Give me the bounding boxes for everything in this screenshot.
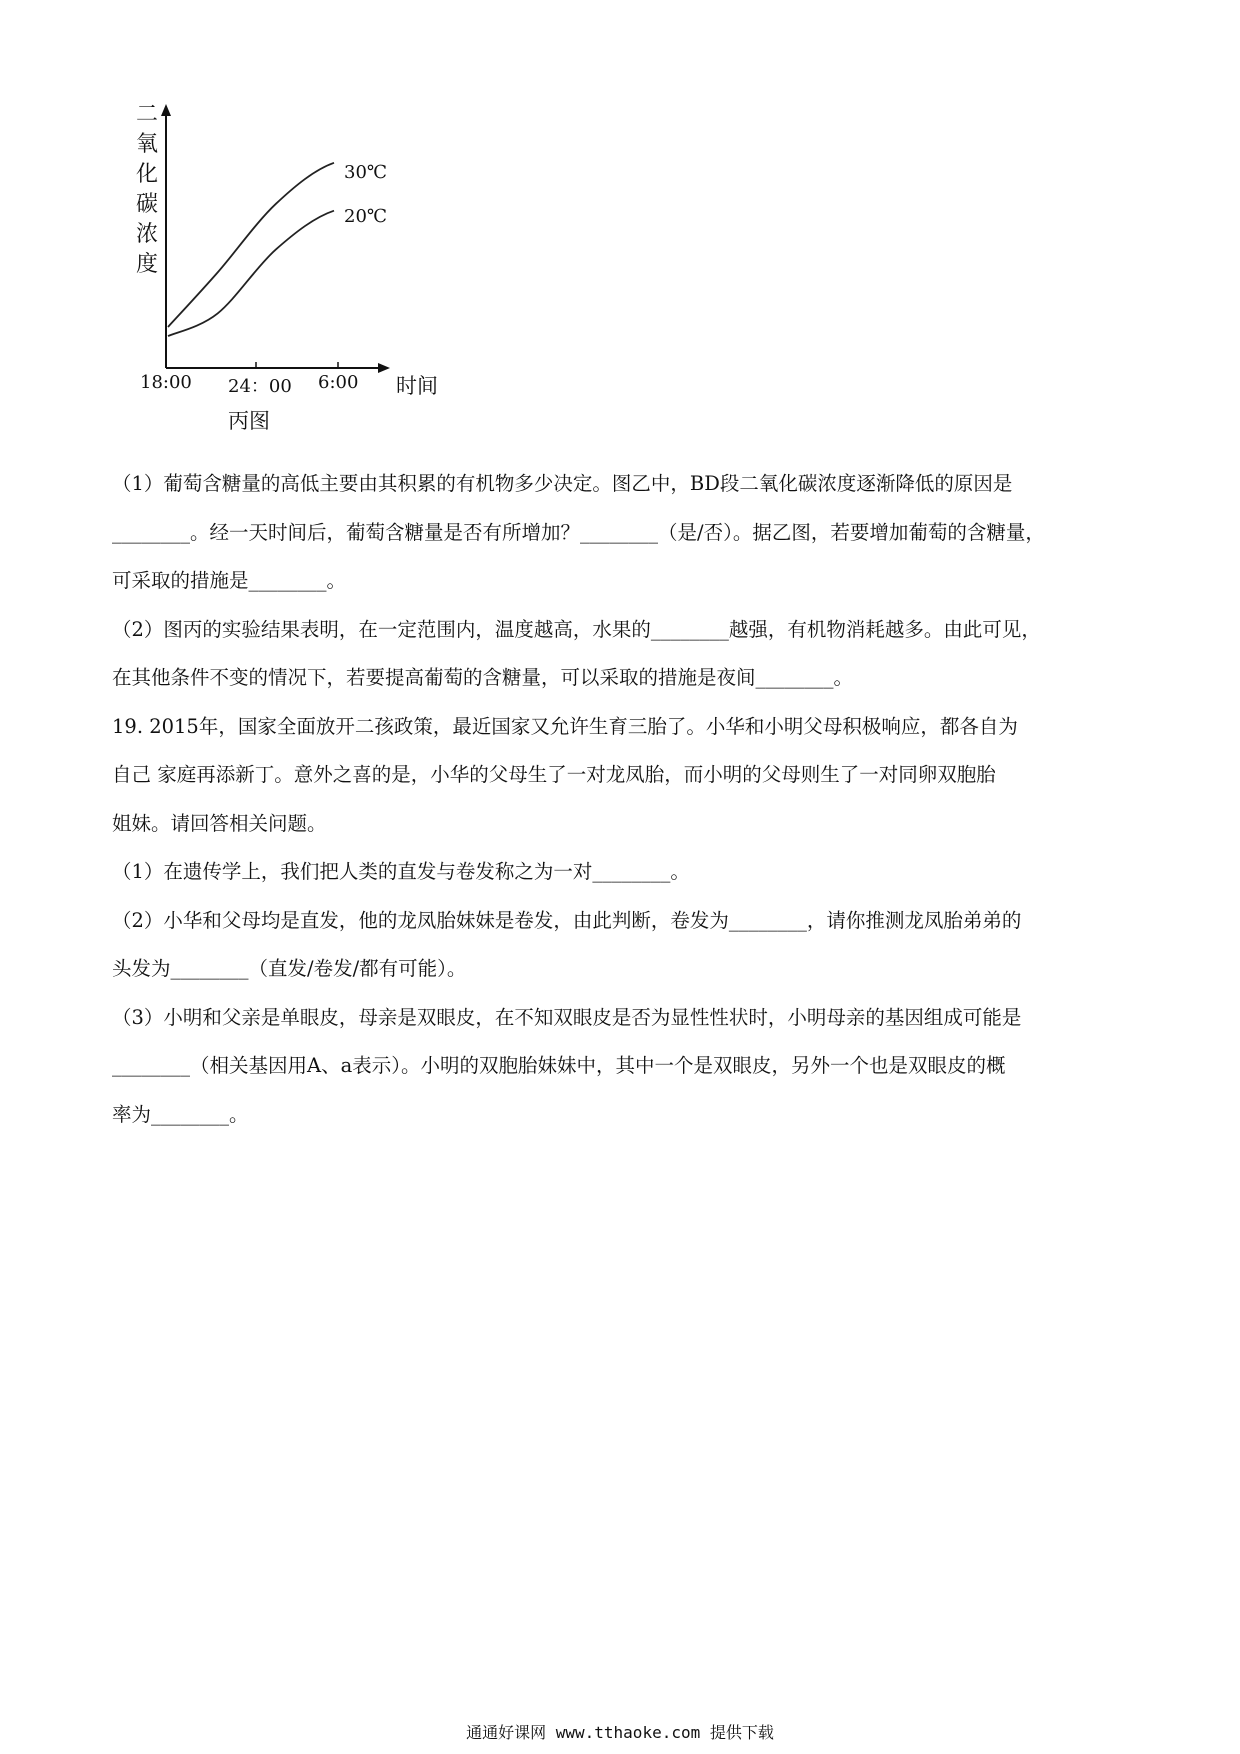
series-label-30c: 30℃ (344, 162, 388, 183)
q18-part2-line1: （2）图丙的实验结果表明，在一定范围内，温度越高，水果的________越强，有机物消耗越多。由此可见， (112, 617, 1041, 641)
y-axis-label-char: 二 (135, 102, 158, 127)
y-axis-label-char: 化 (135, 162, 158, 187)
co2-chart-figure (110, 100, 470, 440)
q19-part2-line1: （2）小华和父母均是直发，他的龙凤胎妹妹是卷发，由此判断，卷发为________，请你推测龙凤胎弟弟的 (112, 908, 1022, 932)
series-line-20c (168, 211, 334, 336)
y-axis-label-char: 氧 (135, 132, 158, 157)
q19-stem-line3: 姐妹。请回答相关问题。 (112, 811, 327, 835)
q19-part1: （1）在遗传学上，我们把人类的直发与卷发称之为一对________。 (112, 860, 690, 883)
y-axis-label-char: 度 (135, 252, 158, 277)
q18-part1-line2: ________。经一天时间后，葡萄含糖量是否有所增加？________（是/否）。据乙图，若要增加葡萄的含糖量， (112, 520, 1045, 544)
x-tick-label: 24：00 (228, 376, 292, 397)
question-body (112, 460, 1132, 1139)
series-line-30c (168, 163, 334, 327)
q19-stem-line1: 19. 2015年，国家全面放开二孩政策，最近国家又允许生育三胎了。小华和小明父母积极响应，都各自为 (112, 714, 1018, 738)
q18-part1-line1: （1）葡萄含糖量的高低主要由其积累的有机物多少决定。图乙中，BD段二氧化碳浓度逐渐降低的原因是 (112, 472, 1013, 495)
q18-part1-line3: 可采取的措施是________。 (112, 569, 347, 592)
x-axis-label: 时间 (396, 374, 438, 398)
q19-part2-line2: 头发为________（直发/卷发/都有可能）。 (112, 957, 467, 980)
y-axis-label-char: 碳 (135, 192, 158, 217)
q19-part3-line3: 率为________。 (112, 1102, 249, 1126)
y-axis-arrow (161, 104, 171, 116)
footer-watermark: 通通好课网 www.tthaoke.com 提供下载 (466, 1723, 774, 1742)
figure-caption: 丙图 (228, 409, 270, 433)
x-tick-label: 18:00 (140, 372, 192, 393)
series-label-20c: 20℃ (344, 206, 388, 227)
q19-part3-line2: ________（相关基因用A、a表示）。小明的双胞胎妹妹中，其中一个是双眼皮，另外一个也是双眼皮的概 (112, 1054, 1006, 1077)
y-axis-label-char: 浓 (135, 222, 158, 247)
q19-part3-line1: （3）小明和父亲是单眼皮，母亲是双眼皮，在不知双眼皮是否为显性性状时，小明母亲的基因组成可能是 (112, 1005, 1022, 1029)
q19-stem-line2: 自己 家庭再添新丁。意外之喜的是，小华的父母生了一对龙凤胎，而小明的父母则生了一对同卵双胞胎 (112, 763, 996, 786)
x-axis-arrow (378, 363, 390, 373)
q18-part2-line2: 在其他条件不变的情况下，若要提高葡萄的含糖量，可以采取的措施是夜间________。 (112, 666, 854, 689)
x-tick-label: 6:00 (318, 372, 359, 393)
